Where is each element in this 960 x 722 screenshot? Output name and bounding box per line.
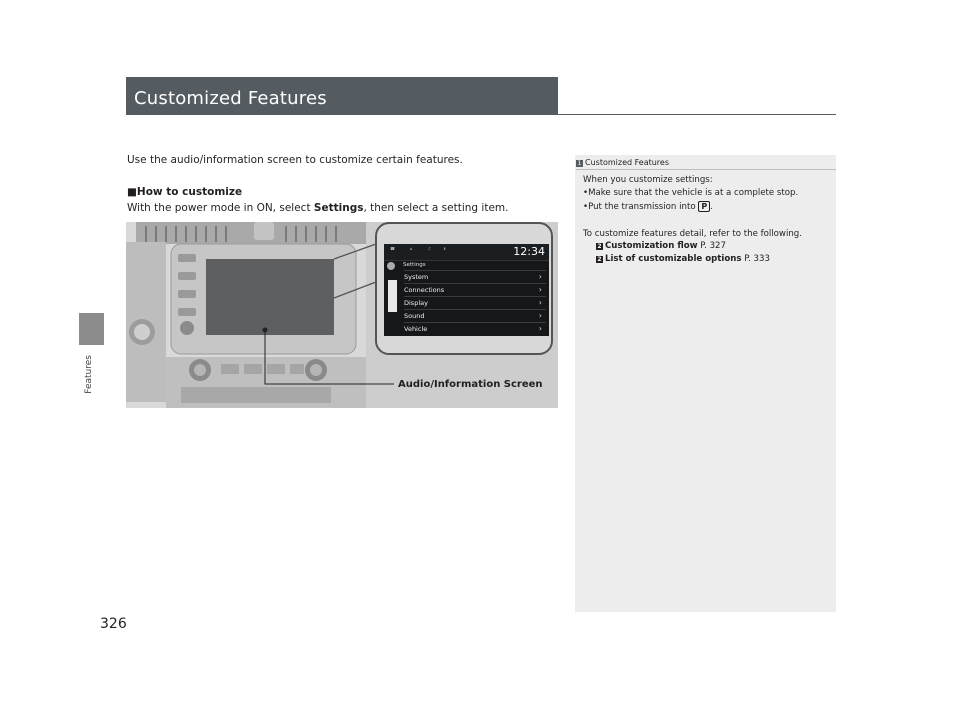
note-marker-icon: 1: [577, 160, 582, 167]
page-number: 326: [100, 616, 127, 632]
chevron-right-icon: ›: [538, 311, 542, 320]
note-line-intro: When you customize settings:: [583, 175, 713, 185]
page-title: Customized Features: [134, 88, 327, 109]
screen-menu-item-sound: [404, 309, 546, 322]
menu-item-label: Display: [404, 299, 428, 307]
screen-menu-item-connections: [404, 283, 546, 296]
settings-screen: [384, 244, 549, 336]
section-label: Features: [84, 355, 94, 394]
home-icon: ⌂: [410, 246, 413, 251]
section-tab: [79, 313, 104, 345]
menu-item-label: Connections: [404, 286, 445, 294]
ref-page: P. 327: [697, 241, 726, 251]
info-icon: ℹ: [444, 246, 446, 251]
ref-label: Customization flow: [605, 241, 698, 251]
instruction-post: , then select a setting item.: [363, 202, 509, 214]
menu-item-label: Sound: [404, 312, 425, 320]
screen-menu-item-vehicle: [404, 322, 546, 335]
ref-customizable-options[interactable]: [596, 254, 770, 264]
screen-menu-item-system: [404, 270, 546, 283]
screen-menu-item-display: [404, 296, 546, 309]
gear-icon: [387, 262, 395, 270]
instruction-bold: Settings: [313, 202, 364, 214]
note-bullet-transmission: [583, 201, 713, 212]
note-bullet-stop: •Make sure that the vehicle is at a complete stop.: [583, 188, 799, 198]
audio-icon: ♪: [428, 246, 431, 251]
note-heading-text: Customized Features: [585, 158, 670, 167]
sidebar-note-box: [575, 155, 836, 612]
note-line-refer: To customize features detail, refer to the following.: [583, 229, 802, 239]
ref-customization-flow[interactable]: [596, 241, 726, 251]
title-bar: [126, 77, 558, 114]
menu-item-label: System: [404, 273, 429, 281]
park-key-icon: P: [698, 201, 710, 212]
menu-item-label: Vehicle: [404, 325, 428, 333]
ref-page: P. 333: [741, 254, 770, 264]
intro-text: Use the audio/information screen to customize certain features.: [127, 154, 463, 166]
chevron-right-icon: ›: [538, 298, 542, 307]
instruction-pre: With the power mode in ON, select: [127, 202, 314, 214]
note-bullet-end: .: [710, 202, 713, 212]
note-bullet-text: •Put the transmission into: [583, 202, 699, 212]
figure-caption: Audio/Information Screen: [398, 379, 543, 390]
reference-arrow-icon: 2: [597, 256, 602, 263]
sidebar-note-heading: [576, 158, 669, 167]
screen-time: 12:34: [513, 245, 545, 258]
screen-status-bar: [384, 244, 549, 261]
instruction-text: [127, 202, 508, 214]
screen-title: Settings: [403, 262, 426, 268]
title-rule: [126, 114, 836, 115]
chevron-right-icon: ›: [538, 272, 542, 281]
screen-scrollbar: [388, 280, 397, 312]
section-subheading: ■How to customize: [127, 186, 243, 198]
phone-icon: ☎: [390, 246, 395, 251]
reference-arrow-icon: 2: [597, 243, 602, 250]
ref-label: List of customizable options: [605, 254, 742, 264]
sidebar-note-rule: [576, 169, 836, 170]
chevron-right-icon: ›: [538, 324, 542, 333]
chevron-right-icon: ›: [538, 285, 542, 294]
